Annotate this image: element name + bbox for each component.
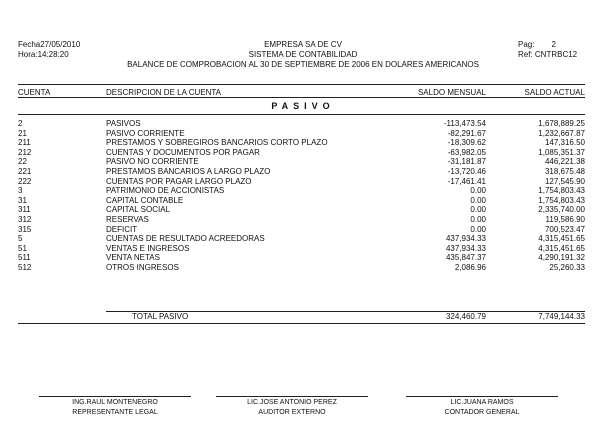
account-description: OTROS INGRESOS <box>106 262 179 272</box>
table-row <box>0 177 606 187</box>
account-code: 211 <box>18 138 31 148</box>
table-row <box>0 205 606 215</box>
signature-name: LIC.JUANA RAMOS <box>450 399 514 406</box>
account-description: PATRIMONIO DE ACCIONISTAS <box>106 186 225 196</box>
total-mensual: 324,460.79 <box>445 312 486 321</box>
account-description: CUENTAS DE RESULTADO ACREEDORAS <box>106 234 265 244</box>
account-description: CAPITAL CONTABLE <box>106 195 184 205</box>
saldo-mensual: -82,291.67 <box>447 128 486 138</box>
saldo-mensual: 0.00 <box>470 214 486 224</box>
saldo-actual: 4,315,451.65 <box>538 234 585 244</box>
table-row <box>0 225 606 235</box>
signature-contador <box>406 398 558 418</box>
total-row <box>0 312 606 322</box>
page-label: Pag: <box>518 40 535 49</box>
saldo-actual: 1,754,803.43 <box>538 195 585 205</box>
table-row <box>0 148 606 158</box>
table-row <box>0 215 606 225</box>
account-description: CAPITAL SOCIAL <box>106 205 171 215</box>
signature-role: AUDITOR EXTERNO <box>258 409 326 416</box>
saldo-actual: 1,085,351.37 <box>538 147 585 157</box>
table-row <box>0 157 606 167</box>
account-description: PASIVO NO CORRIENTE <box>106 157 199 167</box>
account-code: 51 <box>18 243 27 253</box>
account-description: PASIVO CORRIENTE <box>106 128 185 138</box>
saldo-actual: 318,675.48 <box>544 166 585 176</box>
saldo-actual: 25,260.33 <box>549 262 585 272</box>
account-description: CUENTAS Y DOCUMENTOS POR PAGAR <box>106 147 260 157</box>
system-name: SISTEMA DE CONTABILIDAD <box>248 50 358 59</box>
saldo-mensual: -63,982.05 <box>447 147 486 157</box>
saldo-mensual: 0.00 <box>470 186 486 196</box>
saldo-actual: 127,545.90 <box>544 176 585 186</box>
account-code: 511 <box>18 253 31 263</box>
account-description: VENTA NETAS <box>106 253 160 263</box>
account-code: 22 <box>18 157 27 167</box>
saldo-mensual: 2,086.96 <box>454 262 486 272</box>
saldo-mensual: 437,934.33 <box>445 234 486 244</box>
total-label: TOTAL PASIVO <box>132 312 189 321</box>
report-header <box>0 40 606 70</box>
saldo-mensual: -113,473.54 <box>443 119 486 128</box>
signature-representante <box>39 398 191 418</box>
saldo-mensual: -18,309.62 <box>447 138 486 148</box>
table-row <box>0 263 606 273</box>
saldo-actual: 147,316.50 <box>544 138 585 148</box>
page-number: 2 <box>551 40 556 49</box>
saldo-actual: 119,586.90 <box>545 214 585 224</box>
table-row <box>0 253 606 263</box>
account-description: CUENTAS POR PAGAR LARGO PLAZO <box>106 176 252 186</box>
account-code: 5 <box>18 234 23 244</box>
saldo-mensual: -17,461.41 <box>447 176 486 186</box>
col-header-saldo-mensual: SALDO MENSUAL <box>417 88 486 97</box>
saldo-actual: 1,678,889.25 <box>538 119 585 128</box>
header-rule-bottom <box>18 97 585 98</box>
signature-line-2 <box>216 396 368 397</box>
saldo-mensual: -13,720.46 <box>447 166 486 176</box>
saldo-mensual: 0.00 <box>470 224 486 234</box>
col-header-saldo-actual: SALDO ACTUAL <box>524 88 585 97</box>
account-description: PASIVOS <box>106 119 141 128</box>
total-actual: 7,749,144.33 <box>538 312 585 321</box>
account-code: 31 <box>18 195 27 205</box>
table-row <box>0 167 606 177</box>
signature-name: LIC.JOSE ANTONIO PEREZ <box>247 399 337 406</box>
report-title: BALANCE DE COMPROBACION AL 30 DE SEPTIEMBRE DE 2006 EN DOLARES AMERICANOS <box>127 60 479 69</box>
page-info <box>518 40 577 60</box>
account-code: 512 <box>18 262 32 272</box>
account-description: RESERVAS <box>106 214 149 224</box>
table-row <box>0 119 606 129</box>
saldo-actual: 446,221.38 <box>544 157 585 167</box>
account-code: 315 <box>18 224 32 234</box>
account-code: 3 <box>18 186 23 196</box>
saldo-actual: 4,290,191.32 <box>538 253 585 263</box>
header-rule-top <box>18 84 585 85</box>
company-name: EMPRESA SA DE CV <box>264 40 342 49</box>
report-ref: Ref: CNTRBC12 <box>518 50 578 59</box>
section-rule <box>18 114 585 115</box>
table-row <box>0 196 606 206</box>
saldo-actual: 1,754,803.43 <box>538 186 585 196</box>
report-time: Hora:14:28:20 <box>18 50 69 59</box>
account-code: 312 <box>18 214 32 224</box>
total-rule-bottom <box>18 323 585 324</box>
col-header-cuenta: CUENTA <box>18 88 51 97</box>
signature-line-1 <box>39 396 191 397</box>
table-row <box>0 186 606 196</box>
saldo-mensual: -31,181.87 <box>447 157 486 167</box>
account-description: PRESTAMOS Y SOBREGIROS BANCARIOS CORTO PLAZO <box>106 138 328 148</box>
signature-line-3 <box>406 396 558 397</box>
report-date: Fecha27/05/2010 <box>18 40 81 49</box>
account-description: VENTAS E INGRESOS <box>106 243 190 253</box>
saldo-actual: 1,232,667.87 <box>538 128 585 138</box>
account-description: PRESTAMOS BANCARIOS A LARGO PLAZO <box>106 166 271 176</box>
signature-role: REPRESENTANTE LEGAL <box>72 409 158 416</box>
saldo-mensual: 0.00 <box>470 205 486 215</box>
signature-name: ING.RAUL MONTENEGRO <box>72 399 158 406</box>
table-row <box>0 244 606 254</box>
account-code: 212 <box>18 147 32 157</box>
saldo-mensual: 0.00 <box>470 195 486 205</box>
account-code: 311 <box>18 205 31 215</box>
col-header-descripcion: DESCRIPCION DE LA CUENTA <box>106 88 221 97</box>
table-row <box>0 138 606 148</box>
account-code: 221 <box>18 166 32 176</box>
account-rows <box>0 119 606 273</box>
saldo-actual: 700,523.47 <box>544 224 585 234</box>
saldo-actual: 4,315,451.65 <box>538 243 585 253</box>
signature-role: CONTADOR GENERAL <box>444 409 520 416</box>
table-row <box>0 129 606 139</box>
saldo-mensual: 435,847.37 <box>445 253 486 263</box>
account-code: 21 <box>18 128 27 138</box>
table-row <box>0 234 606 244</box>
account-code: 222 <box>18 176 32 186</box>
saldo-mensual: 437,934.33 <box>445 243 486 253</box>
signature-auditor <box>216 398 368 418</box>
saldo-actual: 2,335,740.00 <box>538 205 585 215</box>
account-code: 2 <box>18 119 23 128</box>
section-title: PASIVO <box>271 101 335 111</box>
account-description: DEFICIT <box>106 224 138 234</box>
